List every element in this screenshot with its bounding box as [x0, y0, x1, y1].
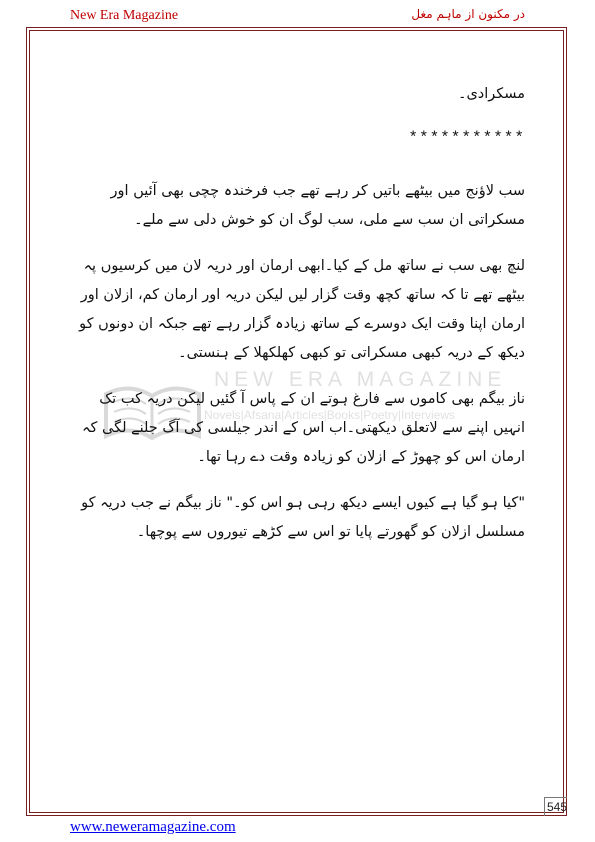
paragraph-2: لنچ بھی سب نے ساتھ مل کے کیا۔ابھی ارمان اور دریہ لان میں کرسیوں پہ بیٹھے تھے تا کہ ساتھ کچھ وقت گزار لیں لیکن دریہ اور ارمان کم، ازلان اور ارمان اپنا وقت ایک دوسرے کے ساتھ زیادہ گزار رہے تھے جبکہ ان دونوں کو دیکھ کے دریہ کبھی مسکراتی تو کبھی کھلکھلا کے ہنستی۔ [79, 258, 525, 361]
paragraph-3: ناز بیگم بھی کاموں سے فارغ ہوتے ان کے پاس آ گئیں لیکن دریہ کب تک انہیں اپنے سے لاتعلق دیکھتی۔اب اس کے اندر جیلسی کی آگ جلنے لگی کہ ارمان اس کو چھوڑ کے ازلان کو زیادہ وقت دے رہا تھا۔ [82, 391, 525, 465]
magazine-name-header: New Era Magazine [70, 8, 179, 23]
paragraph-4: "کیا ہو گیا ہے کیوں ایسے دیکھ رہی ہو اس کو۔" ناز بیگم نے جب دریہ کو مسلسل ازلان کو گھورتے پایا تو اس سے کڑھے تیوروں سے پوچھا۔ [81, 495, 525, 540]
paragraph-1: سب لاؤنج میں بیٹھے باتیں کر رہے تھے جب فرخندہ چچی بھی آئیں اور مسکراتی ان سب سے ملی، سب لوگ ان کو خوش دلی سے ملے۔ [110, 183, 525, 228]
story-title-header: در مکنون از ماہم مغل [411, 7, 525, 21]
watermark-title: NEW ERA MAGAZINE [214, 368, 507, 391]
watermark-subtitle: Novels|Afsana|Articles|Books|Poetry|Interviews [204, 408, 456, 422]
section-separator: *********** [408, 129, 525, 147]
text-line-smiled: مسکرادی۔ [457, 86, 525, 102]
story-content [70, 80, 525, 547]
page-number: 545 [544, 797, 567, 816]
website-link[interactable]: www.neweramagazine.com [70, 819, 236, 835]
